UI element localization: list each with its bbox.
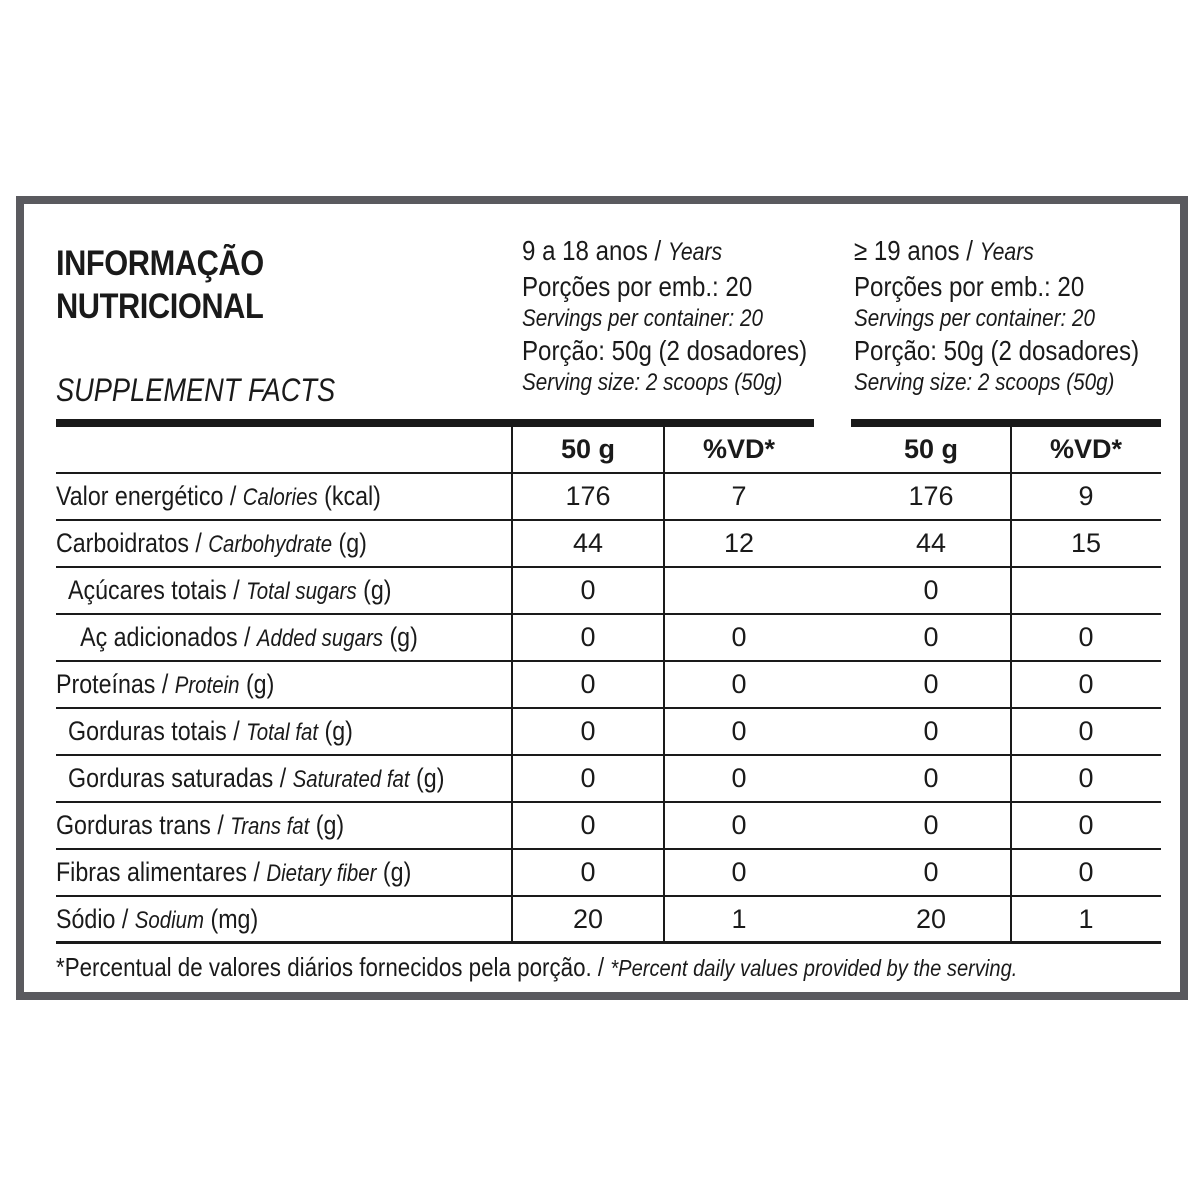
heavy-rule-right: [851, 419, 1161, 427]
column-divider: [663, 427, 665, 944]
value-dv-adult: 15: [1070, 528, 1102, 558]
value-dv-adult: 0: [1078, 810, 1094, 840]
table-header-row: [56, 427, 1161, 474]
value-amount-adult: 176: [908, 481, 954, 511]
value-amount-youth: 44: [572, 528, 604, 558]
value-amount-youth: 0: [580, 716, 596, 746]
column-gap: [814, 427, 851, 472]
header-dv-youth: %VD*: [702, 434, 776, 464]
value-amount-youth: 0: [580, 622, 596, 652]
table-row: [56, 897, 1161, 944]
value-dv-youth: 7: [731, 481, 747, 511]
table-row: [56, 615, 1161, 662]
nutrition-label-frame: [16, 196, 1188, 1000]
nutrient-label: Fibras alimentares / Dietary fiber (g): [56, 857, 412, 887]
column-gap: [814, 568, 851, 613]
value-amount-adult: 44: [915, 528, 947, 558]
column-gap: [814, 756, 851, 801]
value-dv-youth: 0: [731, 622, 747, 652]
value-amount-youth: 0: [580, 810, 596, 840]
nutrient-label: Gorduras saturadas / Saturated fat (g): [68, 763, 445, 793]
value-amount-adult: 0: [923, 716, 939, 746]
nutrient-label: Gorduras trans / Trans fat (g): [56, 810, 345, 840]
value-dv-adult: 0: [1078, 622, 1094, 652]
value-amount-youth: 0: [580, 763, 596, 793]
nutrient-label: Valor energético / Calories (kcal): [56, 481, 381, 511]
value-amount-adult: 0: [923, 669, 939, 699]
nutrient-label: Aç adicionados / Added sugars (g): [80, 622, 418, 652]
nutrient-label: Açúcares totais / Total sugars (g): [68, 575, 392, 605]
title-line-2: NUTRICIONAL: [56, 287, 264, 326]
column-gap: [814, 709, 851, 754]
heavy-rule-left: [56, 419, 814, 427]
value-dv-youth: 0: [731, 669, 747, 699]
value-amount-adult: 0: [923, 810, 939, 840]
header-dv-adult: %VD*: [1049, 434, 1123, 464]
column-gap: [814, 897, 851, 941]
table-row: [56, 756, 1161, 803]
table-row: [56, 803, 1161, 850]
header-amount-youth: 50 g: [560, 434, 616, 464]
column-gap: [814, 615, 851, 660]
value-dv-youth: 1: [731, 903, 747, 934]
value-amount-adult: 0: [923, 763, 939, 793]
value-amount-youth: 20: [572, 903, 604, 934]
value-dv-adult: 0: [1078, 857, 1094, 887]
nutrient-label: Gorduras totais / Total fat (g): [68, 716, 353, 746]
value-dv-adult: 9: [1078, 481, 1094, 511]
column-gap: [814, 803, 851, 848]
table-row: [56, 850, 1161, 897]
value-dv-adult: 0: [1078, 716, 1094, 746]
column-header-adult: ≥ 19 anos / Years Porções por emb.: 20 Servings per container: 20 Porção: 50g (2 dosadores) Serving size: 2 scoops (50g): [854, 235, 1140, 396]
value-dv-youth: 0: [731, 716, 747, 746]
label-subtitle: SUPPLEMENT FACTS: [56, 372, 336, 408]
value-amount-youth: 0: [580, 575, 596, 605]
value-amount-adult: 0: [923, 622, 939, 652]
value-amount-adult: 20: [915, 903, 947, 934]
label-title: [56, 242, 264, 328]
table-row: [56, 662, 1161, 709]
column-divider: [1010, 427, 1012, 944]
value-dv-youth: 0: [731, 763, 747, 793]
column-gap: [814, 474, 851, 519]
value-dv-adult: 0: [1078, 763, 1094, 793]
value-dv-youth: 12: [723, 528, 755, 558]
value-dv-youth: 0: [731, 857, 747, 887]
value-dv-adult: [1011, 568, 1161, 613]
nutrient-label: Carboidratos / Carbohydrate (g): [56, 528, 367, 558]
table-row: [56, 474, 1161, 521]
table-row: [56, 521, 1161, 568]
nutrition-label: [56, 234, 1161, 982]
table-row: [56, 709, 1161, 756]
nutrient-label: Sódio / Sodium (mg): [56, 903, 259, 934]
column-divider: [511, 427, 513, 944]
nutrition-table: [56, 427, 1161, 944]
value-dv-adult: 0: [1078, 669, 1094, 699]
title-line-1: INFORMAÇÃO: [56, 244, 264, 283]
column-gap: [814, 521, 851, 566]
footnote: *Percentual de valores diários fornecidos pela porção. / *Percent daily values provided by the serving.: [56, 952, 1018, 982]
value-amount-adult: 0: [923, 857, 939, 887]
column-header-youth: 9 a 18 anos / Years Porções por emb.: 20 Servings per container: 20 Porção: 50g (2 dosadores) Serving size: 2 scoops (50g): [522, 235, 808, 396]
value-amount-youth: 0: [580, 669, 596, 699]
value-dv-youth: [664, 568, 814, 613]
column-gap: [814, 850, 851, 895]
value-dv-adult: 1: [1078, 903, 1094, 934]
header-amount-adult: 50 g: [903, 434, 959, 464]
value-amount-adult: 0: [923, 575, 939, 605]
value-amount-youth: 0: [580, 857, 596, 887]
value-dv-youth: 0: [731, 810, 747, 840]
table-row: [56, 568, 1161, 615]
value-amount-youth: 176: [565, 481, 611, 511]
nutrient-label: Proteínas / Protein (g): [56, 669, 275, 699]
column-gap: [814, 662, 851, 707]
